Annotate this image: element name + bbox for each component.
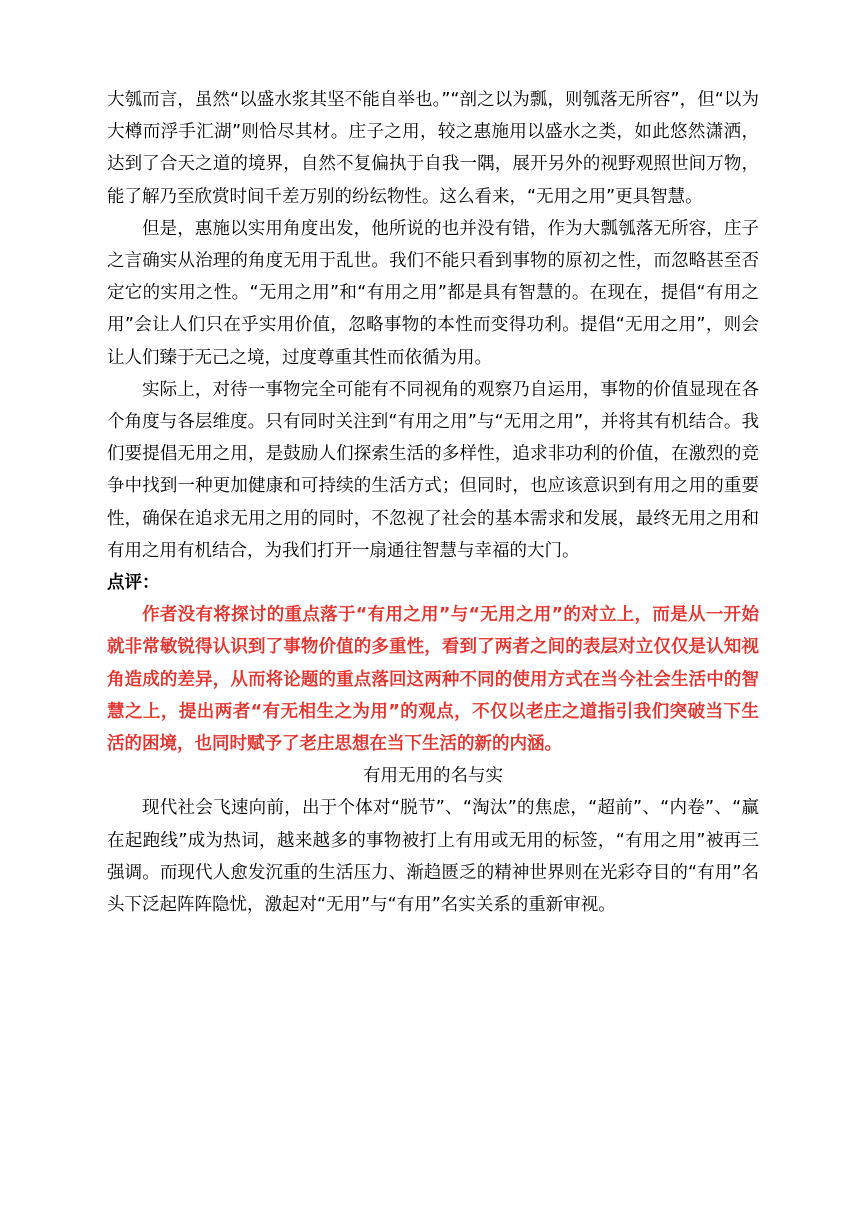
paragraph-in-fact: 实际上，对待一事物完全可能有不同视角的观察乃自运用，事物的价值显现在各个角度与各层维度。只有同时关注到“有用之用”与“无用之用”，并将其有机结合。我们要提倡无用之用，是鼓励人们探索生活的多样性，追求非功利的价值，在激烈的竞争中找到一种更加健康和可持续的生活方式；但同时，也应该意识到有用之用的重要性，确保在追求无用之用的同时，不忽视了社会的基本需求和发展，最终无用之用和有用之用有机结合，为我们打开一扇通往智慧与幸福的大门。	[107, 379, 759, 561]
paragraph-however: 但是，惠施以实用角度出发，他所说的也并没有错，作为大瓢瓠落无所容，庄子之言确实从治理的角度无用于乱世。我们不能只看到事物的原初之性，而忽略甚至否定它的实用之性。“无用之用”和“有用之用”都是具有智慧的。在现在，提倡“有用之用”会让人们只在乎实用价值，忽略事物的本性而变得功利。提倡“无用之用”，则会让人们臻于无己之境，过度尊重其性而依循为用。	[107, 218, 759, 368]
essay-title: 有用无用的名与实	[363, 766, 503, 787]
comment-label: 点评：	[107, 573, 160, 594]
essay-paragraph: 现代社会飞速向前，出于个体对“脱节”、“淘汰”的焦虑，“超前”、“内卷”、“赢在起跑线”成为热词，越来越多的事物被打上有用或无用的标签，“有用之用”被再三强调。而现代人愈发沉重的生活压力、渐趋匮乏的精神世界则在光彩夺目的“有用”名头下泛起阵阵隐忧，激起对“无用”与“有用”名实关系的重新审视。	[107, 798, 759, 916]
paragraph-continuation: 大瓠而言，虽然“以盛水浆其坚不能自举也。”“剖之以为瓢，则瓠落无所容”，但“以为大樽而浮手汇湖”则恰尽其材。庄子之用，较之惠施用以盛水之类，如此悠然潇洒，达到了合天之道的境界，自然不复偏执于自我一隅，展开另外的视野观照世间万物，能了解乃至欣赏时间千差万别的纷纭物性。这么看来，“无用之用”更具智慧。	[107, 90, 759, 207]
comment-text: 作者没有将探讨的重点落于“有用之用”与“无用之用”的对立上，而是从一开始就非常敏锐得认识到了事物价值的多重性，看到了两者之间的表层对立仅仅是认知视角造成的差异，从而将论题的重点落回这两种不同的使用方式在当今社会生活中的智慧之上，提出两者“有无相生之为用”的观点，不仅以老庄之道指引我们突破当下生活的困境，也同时赋予了老庄思想在当下生活的新的内涵。	[107, 605, 759, 755]
document-page	[107, 84, 759, 921]
